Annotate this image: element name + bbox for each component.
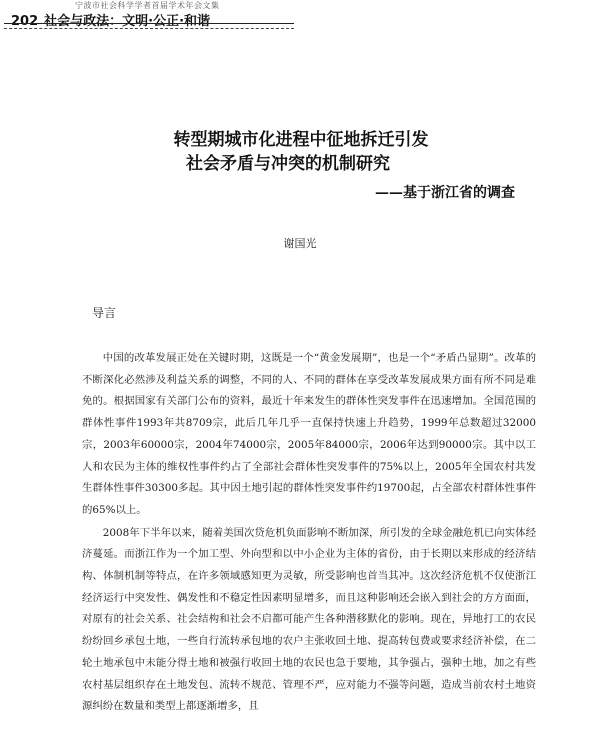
header-rule-dashed [4, 28, 294, 29]
section-heading: 导言 [92, 306, 117, 320]
author-name: 谢国光 [283, 237, 317, 250]
header-rule [4, 23, 294, 24]
page-number: 202 [11, 14, 39, 29]
article-body [82, 348, 536, 718]
series-title: 社会与政法：文明·公正·和谐 [44, 14, 211, 29]
paragraph: 中国的改革发展正处在关键时期，这既是一个“黄金发展期”，也是一个“矛盾凸显期”。改革的不断深化必然涉及利益关系的调整，不同的人、不同的群体在享受改革发展成果方面有所不同是难免的。根据国家有关部门公布的资料，最近十年来发生的群体性突发事件在迅速增加。全国范围的群体性事件1993年共8709宗，此后几年几乎一直保持快速上升趋势，1999年总数超过32000宗，2003年60000宗，2004年74000宗，2005年84000宗，2006年达到90000宗。其中以工人和农民为主体的维权性事件约占了全部社会群体性突发事件的75%以上，2005年全国农村共发生群体性事件30300多起。其中因土地引起的群体性突发事件约19700起，占全部农村群体性事件的65%以上。 [82, 352, 536, 516]
article-subtitle: ——基于浙江省的调查 [375, 185, 515, 201]
running-note: 宁波市社会科学学者首届学术年会文集 [75, 1, 220, 10]
page-header [11, 10, 311, 29]
title-line-2: 社会矛盾与冲突的机制研究 [186, 154, 390, 174]
article-title [0, 128, 600, 176]
paragraph: 2008年下半年以来，随着美国次贷危机负面影响不断加深，所引发的全球金融危机已向实体经济蔓延。而浙江作为一个加工型、外向型和以中小企业为主体的省份，由于长期以来形成的经济结构、体制机制等特点，在许多领域感知更为灵敏，所受影响也首当其冲。这次经济危机不仅使浙江经济运行中突发性、偶发性和不稳定性因素明显增多，而且这种影响还会嵌入到社会的方方面面，对原有的社会关系、社会结构和社会不启都可能产生各种潜移默化的影响。现在，异地打工的农民纷纷回乡承包土地，一些自行流转承包地的农户主张收回土地、提高转包费或要求经济补偿，在二轮土地承包中未能分得土地和被强行收回土地的农民也急于要地，其争强占，强种土地，加之有些农村基层组织存在土地发包、流转不规范、管理不严，应对能力不强等问题，造成当前农村土地资源纠纷在数量和类型上都逐渐增多，且 [82, 526, 536, 713]
title-line-1: 转型期城市化进程中征地拆迁引发 [173, 130, 429, 150]
